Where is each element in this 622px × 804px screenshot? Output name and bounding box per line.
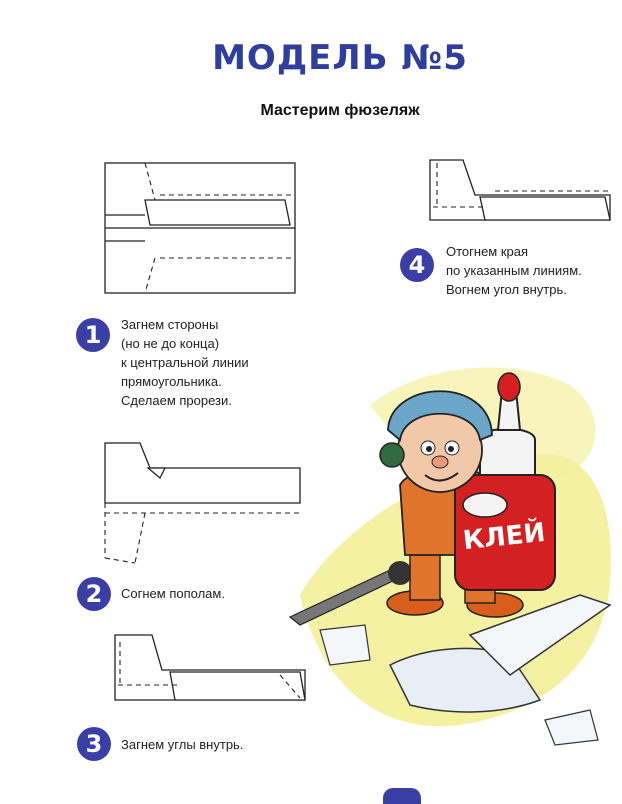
step-4-diagram [425,155,615,235]
step-2-text: Согнем пополам. [121,586,225,601]
step-3-badge: 3 [77,727,111,761]
step-1-badge: 1 [76,318,110,352]
page-title: МОДЕЛЬ №5 [212,38,468,78]
step-4-text: Отогнем края по указанным линиям. Вогнем угол внутрь. [446,244,582,297]
glue-label: КЛЕЙ [461,517,547,557]
page-subtitle: Мастерим фюзеляж [260,102,420,119]
step-2-diagram [100,438,305,568]
pilot-illustration [280,345,620,785]
step-1-diagram [100,155,300,295]
step-2-badge: 2 [77,577,111,611]
page-marker [383,788,421,804]
step-3-text: Загнем углы внутрь. [121,737,244,752]
step-1-text: Загнем стороны (но не до конца) к центральной линии прямоугольника. Сделаем прорези. [121,317,249,408]
step-4-badge: 4 [400,248,434,282]
